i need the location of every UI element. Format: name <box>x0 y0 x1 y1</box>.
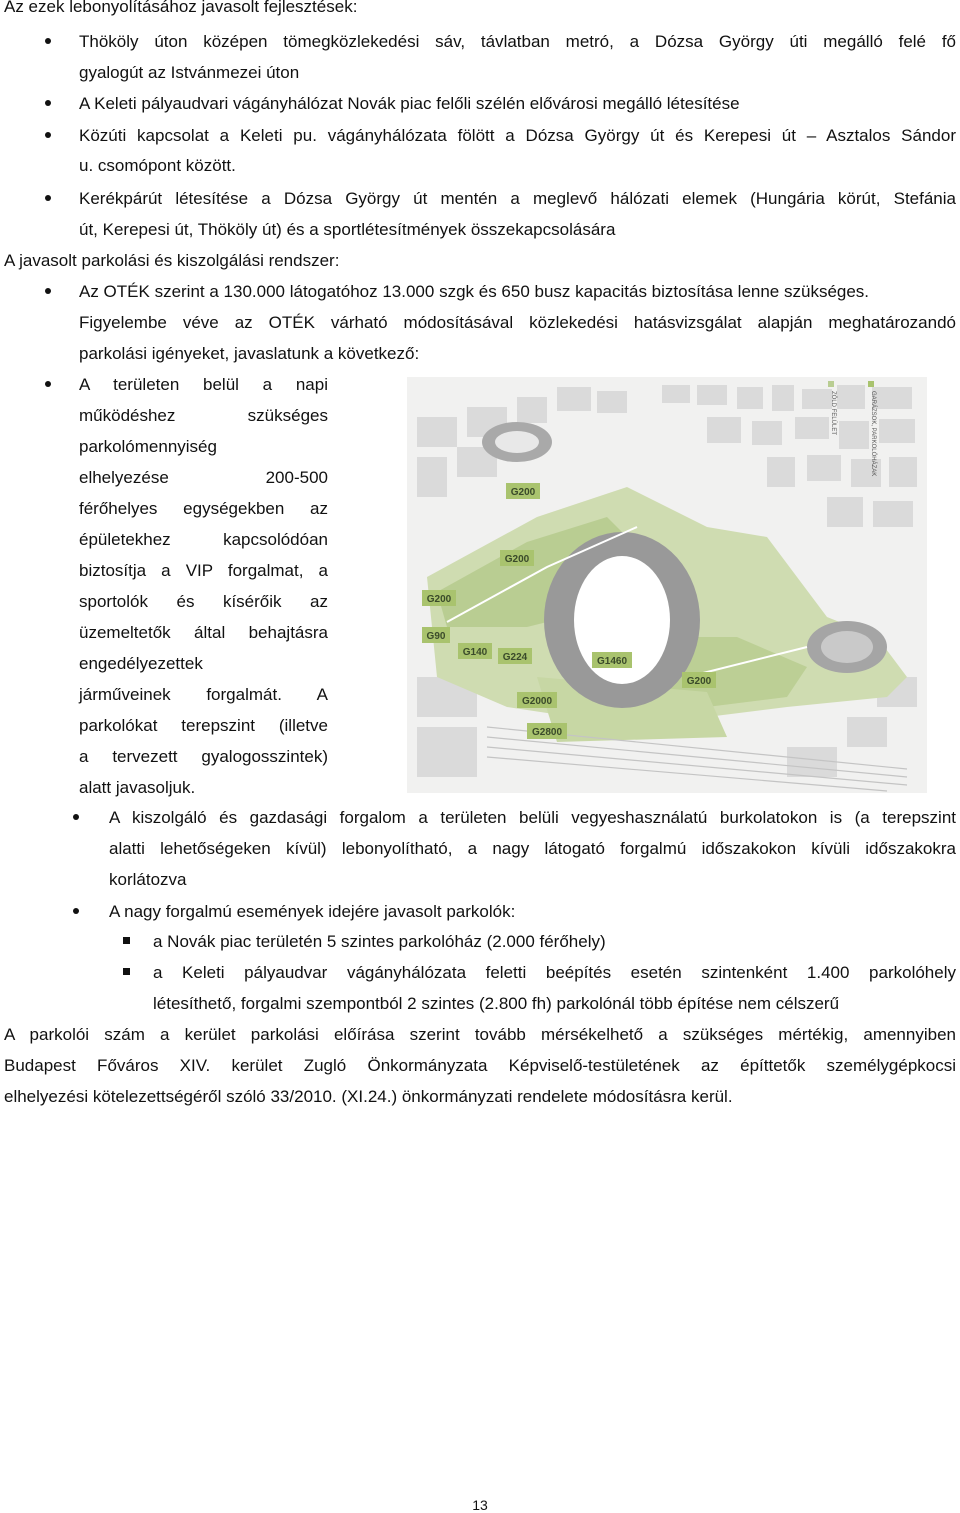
square-bullet <box>123 937 130 944</box>
dev-bullet-3-line-1: Közúti kapcsolat a Keleti pu. vágányhálózata fölött a Dózsa György út és Kerepesi út – Asztalos Sándor <box>79 126 956 145</box>
park-bullet-2-line: járműveinek forgalmát. A <box>79 685 328 704</box>
bullet <box>45 100 51 106</box>
dev-bullet-4-line-1: Kerékpárút létesítése a Dózsa György út mentén a meglevő hálózati elemek (Hungária körút, Stefánia <box>79 189 956 208</box>
parking-heading: A javasolt parkolási és kiszolgálási rendszer: <box>4 251 340 270</box>
site-plan-map <box>407 377 927 793</box>
map-label: G200 <box>686 676 712 687</box>
park-bullet-2-line: parkolókat terepszint (illetve <box>79 716 328 735</box>
park-bullet-2-line: A területen belül a napi <box>79 375 328 394</box>
bullet <box>45 38 51 44</box>
map-label: G2800 <box>531 727 563 738</box>
park-bullet-3-line-2: alatti lehetőségeken kívül) lebonyolítható, a nagy látogató forgalmú időszakokon kívüli időszakokra <box>109 839 956 858</box>
park-bullet-1-line-2: Figyelembe véve az OTÉK várható módosításával közlekedési hatásvizsgálat alapján meghatározandó <box>79 313 956 332</box>
park-bullet-2-line: működéshez szükséges <box>79 406 328 425</box>
bullet <box>45 132 51 138</box>
bullet <box>73 814 79 820</box>
park-bullet-1-line-3: parkolási igényeket, javaslatunk a következő: <box>79 344 420 363</box>
park-bullet-2-line: sportolók és kísérőik az <box>79 592 328 611</box>
park-bullet-2-text <box>79 375 328 809</box>
park-bullet-2-line: a tervezett gyalogosszintek) <box>79 747 328 766</box>
closing-line-2: Budapest Főváros XIV. kerület Zugló Önkormányzata Képviselő-testületének az építtetők személygépkocsi <box>4 1056 956 1075</box>
park-bullet-2-line: elhelyezése 200-500 <box>79 468 328 487</box>
legend-label: ZÖLD FELÜLET <box>830 391 836 436</box>
sub-bullet-2-line-2: létesíthető, forgalmi szempontból 2 szintes (2.800 fh) parkolónál több építése nem célszerű <box>153 994 840 1013</box>
map-label: G1460 <box>596 656 628 667</box>
park-bullet-2-line: férőhelyes egységekben az <box>79 499 328 518</box>
closing-line-1: A parkolói szám a kerület parkolási előírása szerint tovább mérsékelhető a szükséges mértékig, amennyiben <box>4 1025 956 1044</box>
park-bullet-2-line: üzemeltetők által behajtásra <box>79 623 328 642</box>
map-label: G200 <box>504 554 530 565</box>
park-bullet-2-line: parkolómennyiség <box>79 437 217 456</box>
bullet <box>45 381 51 387</box>
park-bullet-3-line-3: korlátozva <box>109 870 187 889</box>
dev-bullet-3-line-2: u. csomópont között. <box>79 156 236 175</box>
sub-bullet-1: a Novák piac területén 5 szintes parkolóház (2.000 férőhely) <box>153 932 606 951</box>
park-bullet-2-line: épületekhez kapcsolódóan <box>79 530 328 549</box>
square-bullet <box>123 968 130 975</box>
park-bullet-1-line-1: Az OTÉK szerint a 130.000 látogatóhoz 13.000 szgk és 650 busz kapacitás biztosítása lenne szükséges. <box>79 282 870 301</box>
park-bullet-2-line: engedélyezettek <box>79 654 203 673</box>
map-label: G200 <box>426 594 452 605</box>
intro-text: Az ezek lebonyolításához javasolt fejlesztések: <box>4 0 358 16</box>
map-label: G2000 <box>521 696 553 707</box>
dev-bullet-1-line-1: Thököly úton középen tömegközlekedési sáv, távlatban metró, a Dózsa György úti megálló felé fő <box>79 32 956 51</box>
map-label: G200 <box>510 487 536 498</box>
closing-line-3: elhelyezési kötelezettségéről szóló 33/2010. (XI.24.) önkormányzati rendelete módosításra kerül. <box>4 1087 733 1106</box>
bullet <box>45 288 51 294</box>
park-bullet-3-line-1: A kiszolgáló és gazdasági forgalom a területen belüli vegyeshasználatú burkolatokon is (a terepszint <box>109 808 956 827</box>
park-bullet-4: A nagy forgalmú események idejére javasolt parkolók: <box>109 902 516 921</box>
park-bullet-2-line: alatt javasoljuk. <box>79 778 196 797</box>
park-bullet-2-line: biztosítja a VIP forgalmat, a <box>79 561 328 580</box>
bullet <box>73 908 79 914</box>
legend-label: GARÁZSOK, PARKOLÓHÁZAK <box>870 391 876 477</box>
dev-bullet-2: A Keleti pályaudvari vágányhálózat Novák piac felőli szélén elővárosi megálló létesítése <box>79 94 740 113</box>
sub-bullet-2-line-1: a Keleti pályaudvar vágányhálózata feletti beépítés esetén szintenként 1.400 parkolóhely <box>153 963 956 982</box>
map-label: G224 <box>502 652 528 663</box>
dev-bullet-1-line-2: gyalogút az Istvánmezei úton <box>79 63 300 82</box>
page-number: 13 <box>472 1497 488 1513</box>
map-label: G140 <box>462 647 488 658</box>
map-label: G90 <box>426 631 446 642</box>
dev-bullet-4-line-2: út, Kerepesi út, Thököly út) és a sportlétesítmények összekapcsolására <box>79 220 616 239</box>
bullet <box>45 195 51 201</box>
